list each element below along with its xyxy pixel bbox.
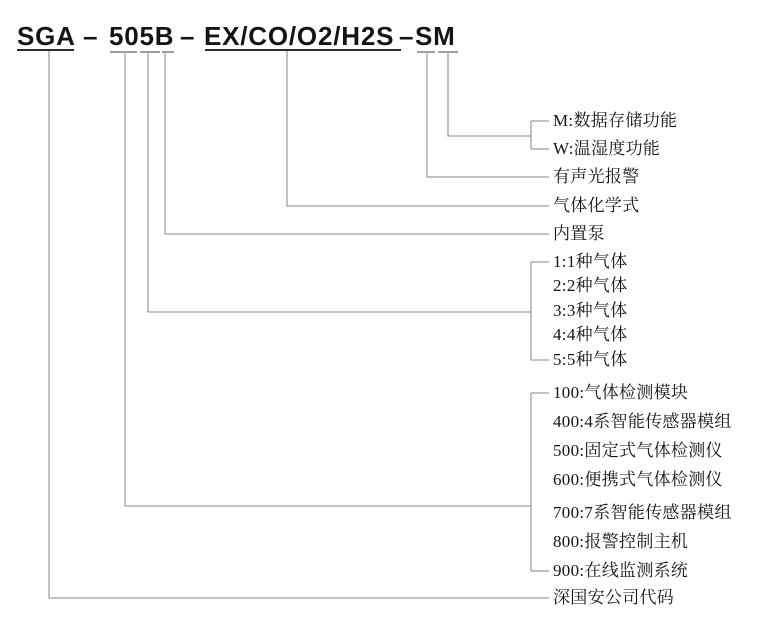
label-series-600: 600:便携式气体检测仪	[553, 470, 723, 489]
label-m-data-storage: M:数据存储功能	[553, 111, 678, 130]
label-w-temp-humidity: W:温湿度功能	[553, 139, 661, 158]
label-sound-light-alarm: 有声光报警	[553, 167, 640, 186]
label-gas-count-3: 3:3种气体	[553, 301, 628, 320]
code-segment-option-flags: SM	[415, 21, 456, 51]
code-segment-company-prefix: SGA	[17, 21, 76, 51]
label-gas-count-4: 4:4种气体	[553, 325, 628, 344]
label-series-500: 500:固定式气体检测仪	[553, 441, 723, 460]
line-bracket-option-flags	[448, 53, 549, 149]
code-separator-dash: –	[399, 21, 415, 51]
label-company-code: 深国安公司代码	[553, 588, 675, 607]
label-gas-count-5: 5:5种气体	[553, 350, 628, 369]
line-built-in-pump	[165, 53, 549, 234]
label-series-800: 800:报警控制主机	[553, 532, 689, 551]
code-separator-dash: –	[83, 21, 99, 51]
label-gas-chemical-formula: 气体化学式	[553, 196, 640, 215]
code-segment-gas-formulas: EX/CO/O2/H2S	[204, 21, 395, 51]
label-series-900: 900:在线监测系统	[553, 561, 689, 580]
line-sound-light-alarm	[427, 53, 549, 177]
code-separator-dash: –	[180, 21, 196, 51]
line-company-code	[49, 51, 549, 598]
label-series-700: 700:7系智能传感器模组	[553, 503, 732, 522]
label-gas-count-2: 2:2种气体	[553, 276, 628, 295]
label-series-100: 100:气体检测模块	[553, 383, 689, 402]
line-gas-formula	[287, 51, 549, 206]
label-built-in-pump: 内置泵	[553, 224, 605, 243]
label-gas-count-1: 1:1种气体	[553, 252, 628, 271]
code-segment-series-number: 505B	[109, 21, 175, 51]
label-series-400: 400:4系智能传感器模组	[553, 412, 732, 431]
